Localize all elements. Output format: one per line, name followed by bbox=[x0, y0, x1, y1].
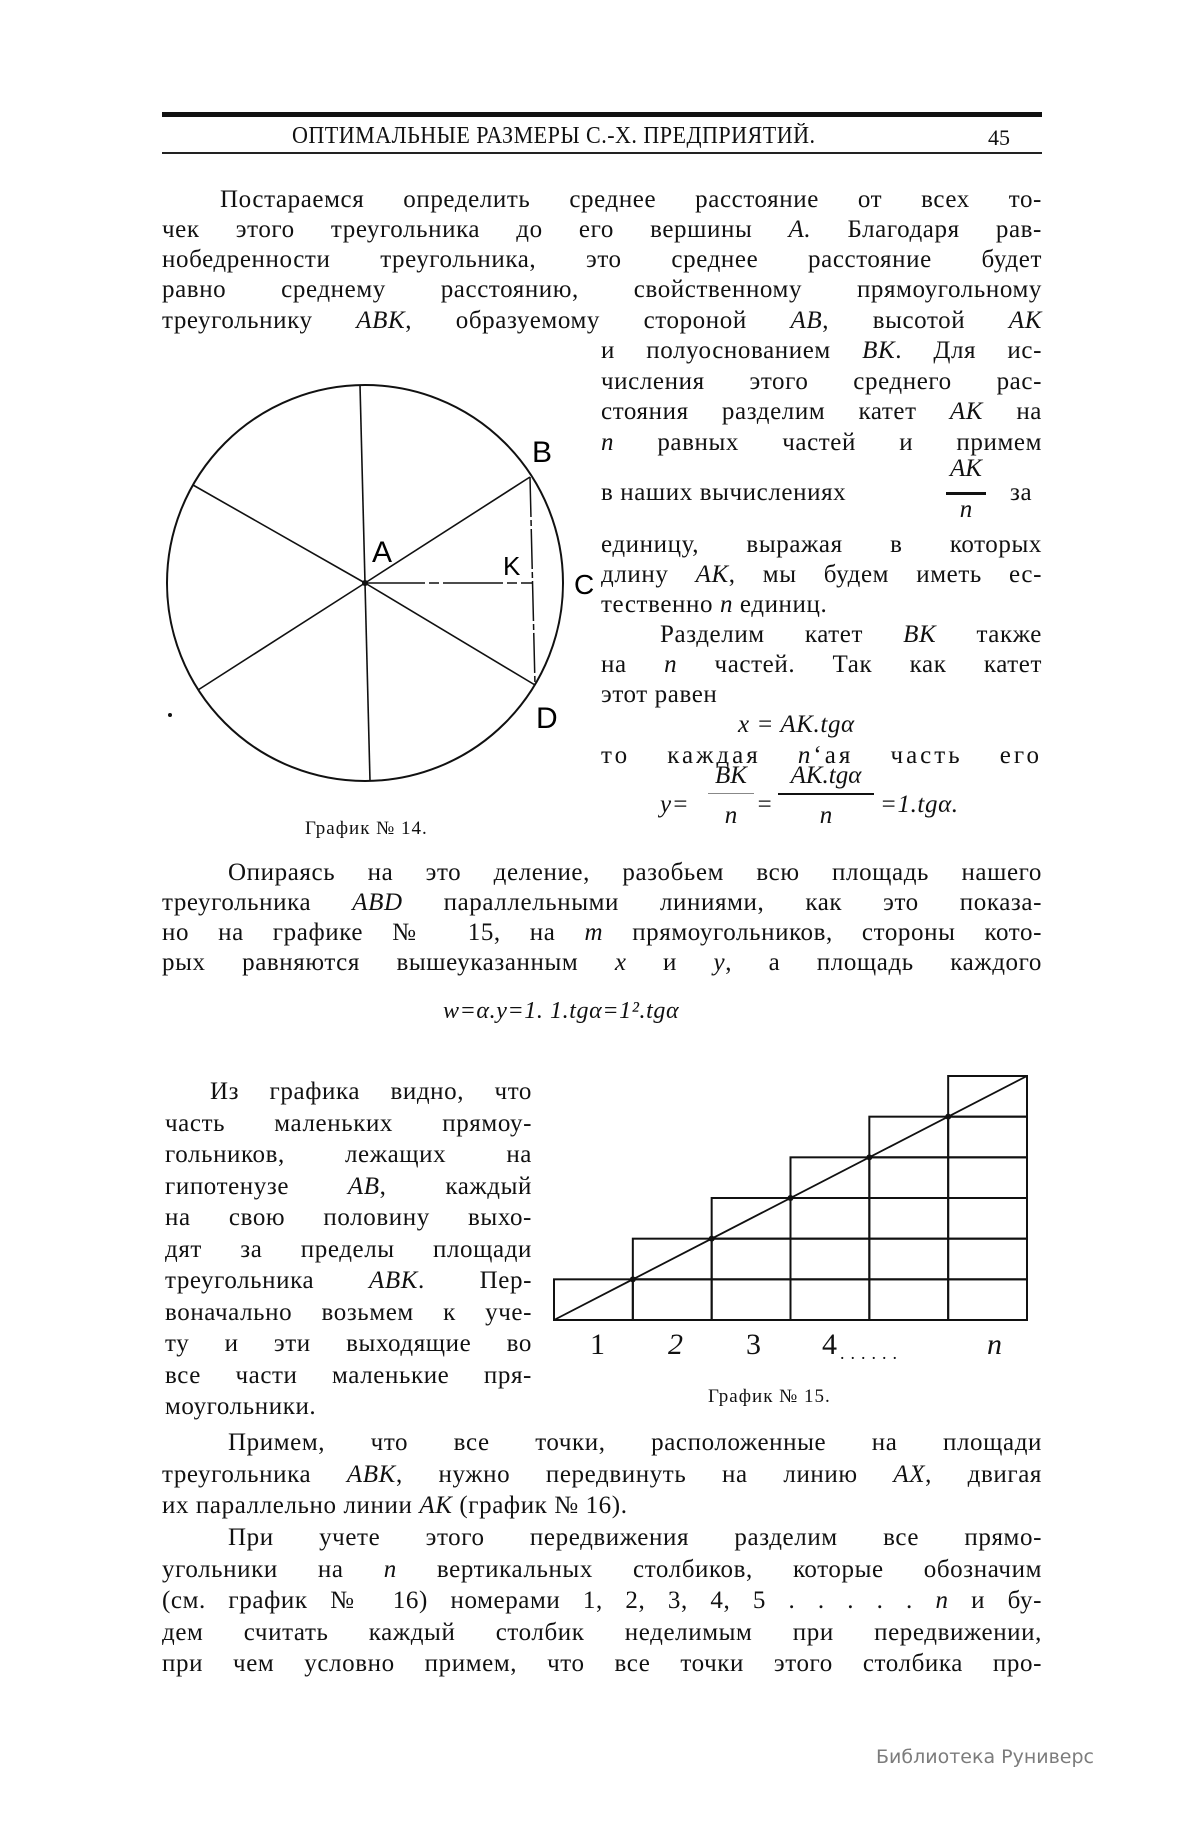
text-line: Опираясь на это деление, разобьем всю площадь нашего bbox=[228, 859, 1042, 886]
radius-top bbox=[360, 385, 365, 583]
fraction-bar bbox=[778, 793, 874, 795]
column-label: 1 bbox=[590, 1328, 606, 1361]
text-line: то каждая n‘ая часть его bbox=[601, 742, 1042, 769]
label-C: C bbox=[574, 569, 595, 600]
text-line: моугольники. bbox=[165, 1393, 317, 1420]
grid-cell bbox=[712, 1279, 791, 1320]
column-label: n bbox=[987, 1328, 1003, 1361]
text-line: треугольнику ABK, образуемому стороной AB, высотой AK bbox=[162, 307, 1043, 334]
column-label: 3 bbox=[746, 1328, 762, 1361]
grid-cell bbox=[869, 1239, 948, 1280]
grid-cell bbox=[948, 1279, 1027, 1320]
text-line: в наших вычислениях bbox=[601, 479, 847, 506]
text-line: рых равняются вышеуказанным x и y, а площадь каждого bbox=[162, 949, 1042, 976]
text-line: Примем, что все точки, расположенные на площади bbox=[228, 1429, 1042, 1456]
text-line: длину AK, мы будем иметь ес- bbox=[601, 561, 1042, 588]
text-line: дем считать каждый столбик неделимым при передвижении, bbox=[162, 1619, 1042, 1646]
figure-15-caption: График № 15. bbox=[708, 1386, 831, 1407]
column-label: 2 bbox=[668, 1328, 684, 1361]
radius-AD bbox=[365, 583, 535, 685]
grid-cell bbox=[948, 1198, 1027, 1239]
text-line: Разделим катет BK также bbox=[660, 621, 1042, 648]
text-line: но на графике № 15, на m прямоугольников, стороны кото- bbox=[162, 919, 1042, 946]
text-line: нобедренности треугольника, это среднее расстояние будет bbox=[162, 246, 1042, 273]
fraction-bar bbox=[708, 793, 754, 794]
formula-y-den2: n bbox=[819, 802, 833, 829]
formula-y-num1: BK bbox=[715, 762, 747, 789]
text-line: единицу, выражая в которых bbox=[601, 531, 1042, 558]
header-rule-top bbox=[162, 112, 1042, 117]
label-D: D bbox=[536, 702, 558, 735]
text-line: и полуоснованием BK. Для ис- bbox=[601, 337, 1042, 364]
running-title: ОПТИМАЛЬНЫЕ РАЗМЕРЫ С.-Х. ПРЕДПРИЯТИЙ. bbox=[292, 123, 816, 149]
grid-cell bbox=[633, 1279, 712, 1320]
grid-cell bbox=[869, 1279, 948, 1320]
grid-cell bbox=[948, 1117, 1027, 1158]
text-line: числения этого среднего рас- bbox=[601, 368, 1042, 395]
fraction-numerator: AK bbox=[950, 455, 982, 482]
radius-upper-left bbox=[193, 485, 365, 583]
column-label-ellipsis: ...... bbox=[840, 1343, 903, 1363]
intersection-point bbox=[788, 1195, 794, 1201]
text-line: все части маленькие пря- bbox=[165, 1362, 532, 1389]
fraction-denominator: n bbox=[959, 496, 973, 523]
text-line: на свою половину выхо- bbox=[165, 1204, 532, 1231]
text-line: на n частей. Так как катет bbox=[601, 651, 1042, 678]
text-line: равно среднему расстоянию, свойственному прямоугольному bbox=[162, 276, 1042, 303]
page-number: 45 bbox=[988, 125, 1010, 150]
text-line: угольники на n вертикальных столбиков, которые обозначим bbox=[162, 1556, 1042, 1583]
chord-BD bbox=[530, 477, 535, 685]
intersection-point bbox=[709, 1236, 715, 1242]
text-line: дят за пределы площади bbox=[165, 1236, 532, 1263]
text-line: тественно n единиц. bbox=[601, 591, 828, 618]
grid-cell bbox=[948, 1157, 1027, 1198]
figure-14-caption: График № 14. bbox=[305, 818, 428, 839]
grid-cell bbox=[791, 1279, 870, 1320]
grid-cell bbox=[791, 1198, 870, 1239]
radius-bottom bbox=[365, 583, 370, 781]
text-line: гипотенузе AB, каждый bbox=[165, 1173, 532, 1200]
intersection-point bbox=[630, 1276, 636, 1282]
figure-14-circle-diagram bbox=[150, 370, 610, 800]
text-line: воначально возьмем к уче- bbox=[165, 1299, 532, 1326]
label-B: B bbox=[532, 436, 553, 469]
label-A: A bbox=[372, 536, 393, 569]
text-line: n равных частей и примем bbox=[601, 429, 1042, 456]
figure-15-staircase-grid bbox=[540, 1065, 1040, 1365]
formula-w: w=α.y=1. 1.tgα=1².tgα bbox=[443, 998, 680, 1024]
text-line: треугольника ABK, нужно передвинуть на линию AX, двигая bbox=[162, 1461, 1043, 1488]
formula-y-lhs: y= bbox=[660, 791, 690, 818]
text-line: чек этого треугольника до его вершины A. Благодаря рав- bbox=[162, 216, 1042, 243]
text-line: при чем условно примем, что все точки этого столбика про- bbox=[162, 1650, 1042, 1677]
intersection-point bbox=[945, 1114, 951, 1120]
formula-y-num2: AK.tgα bbox=[790, 762, 862, 789]
label-K: K bbox=[503, 551, 521, 581]
text-line: стояния разделим катет AK на bbox=[601, 398, 1042, 425]
radius-lower-left bbox=[198, 583, 365, 690]
text-line: ту и эти выходящие во bbox=[165, 1330, 532, 1357]
grid-cell bbox=[791, 1239, 870, 1280]
grid-cell bbox=[948, 1239, 1027, 1280]
formula-y-rhs: =1.tgα. bbox=[880, 791, 959, 818]
text-line: гольников, лежащих на bbox=[165, 1141, 532, 1168]
formula-y-den1: n bbox=[724, 802, 738, 829]
grid-cell bbox=[869, 1198, 948, 1239]
text-line: При учете этого передвижения разделим все прямо- bbox=[228, 1524, 1042, 1551]
fraction-bar bbox=[946, 492, 986, 495]
text-line: Постараемся определить среднее расстояние от всех то- bbox=[220, 186, 1042, 213]
text-line: треугольника ABK. Пер- bbox=[165, 1267, 532, 1294]
grid-cell bbox=[712, 1239, 791, 1280]
text-line: их параллельно линии AK (график № 16). bbox=[162, 1492, 628, 1519]
watermark: Библиотека Руниверс bbox=[876, 1746, 1094, 1768]
formula-x: x = AK.tgα bbox=[738, 711, 855, 738]
text-line: этот равен bbox=[601, 681, 718, 708]
center-point-A bbox=[362, 580, 368, 586]
text-line: (см. график № 16) номерами 1, 2, 3, 4, 5 . . . . . n и бу- bbox=[162, 1587, 1042, 1614]
text-line: треугольника ABD параллельными линиями, как это показа- bbox=[162, 889, 1042, 916]
formula-y-eq: = bbox=[756, 791, 774, 818]
stray-dot bbox=[168, 713, 172, 717]
grid-cell bbox=[869, 1157, 948, 1198]
text-line: за bbox=[1010, 479, 1033, 506]
intersection-point bbox=[866, 1154, 872, 1160]
header-rule-bottom bbox=[162, 152, 1042, 154]
text-line: Из графика видно, что bbox=[210, 1078, 532, 1105]
column-label: 4 bbox=[822, 1328, 838, 1361]
text-line: часть маленьких прямоу- bbox=[165, 1110, 532, 1137]
